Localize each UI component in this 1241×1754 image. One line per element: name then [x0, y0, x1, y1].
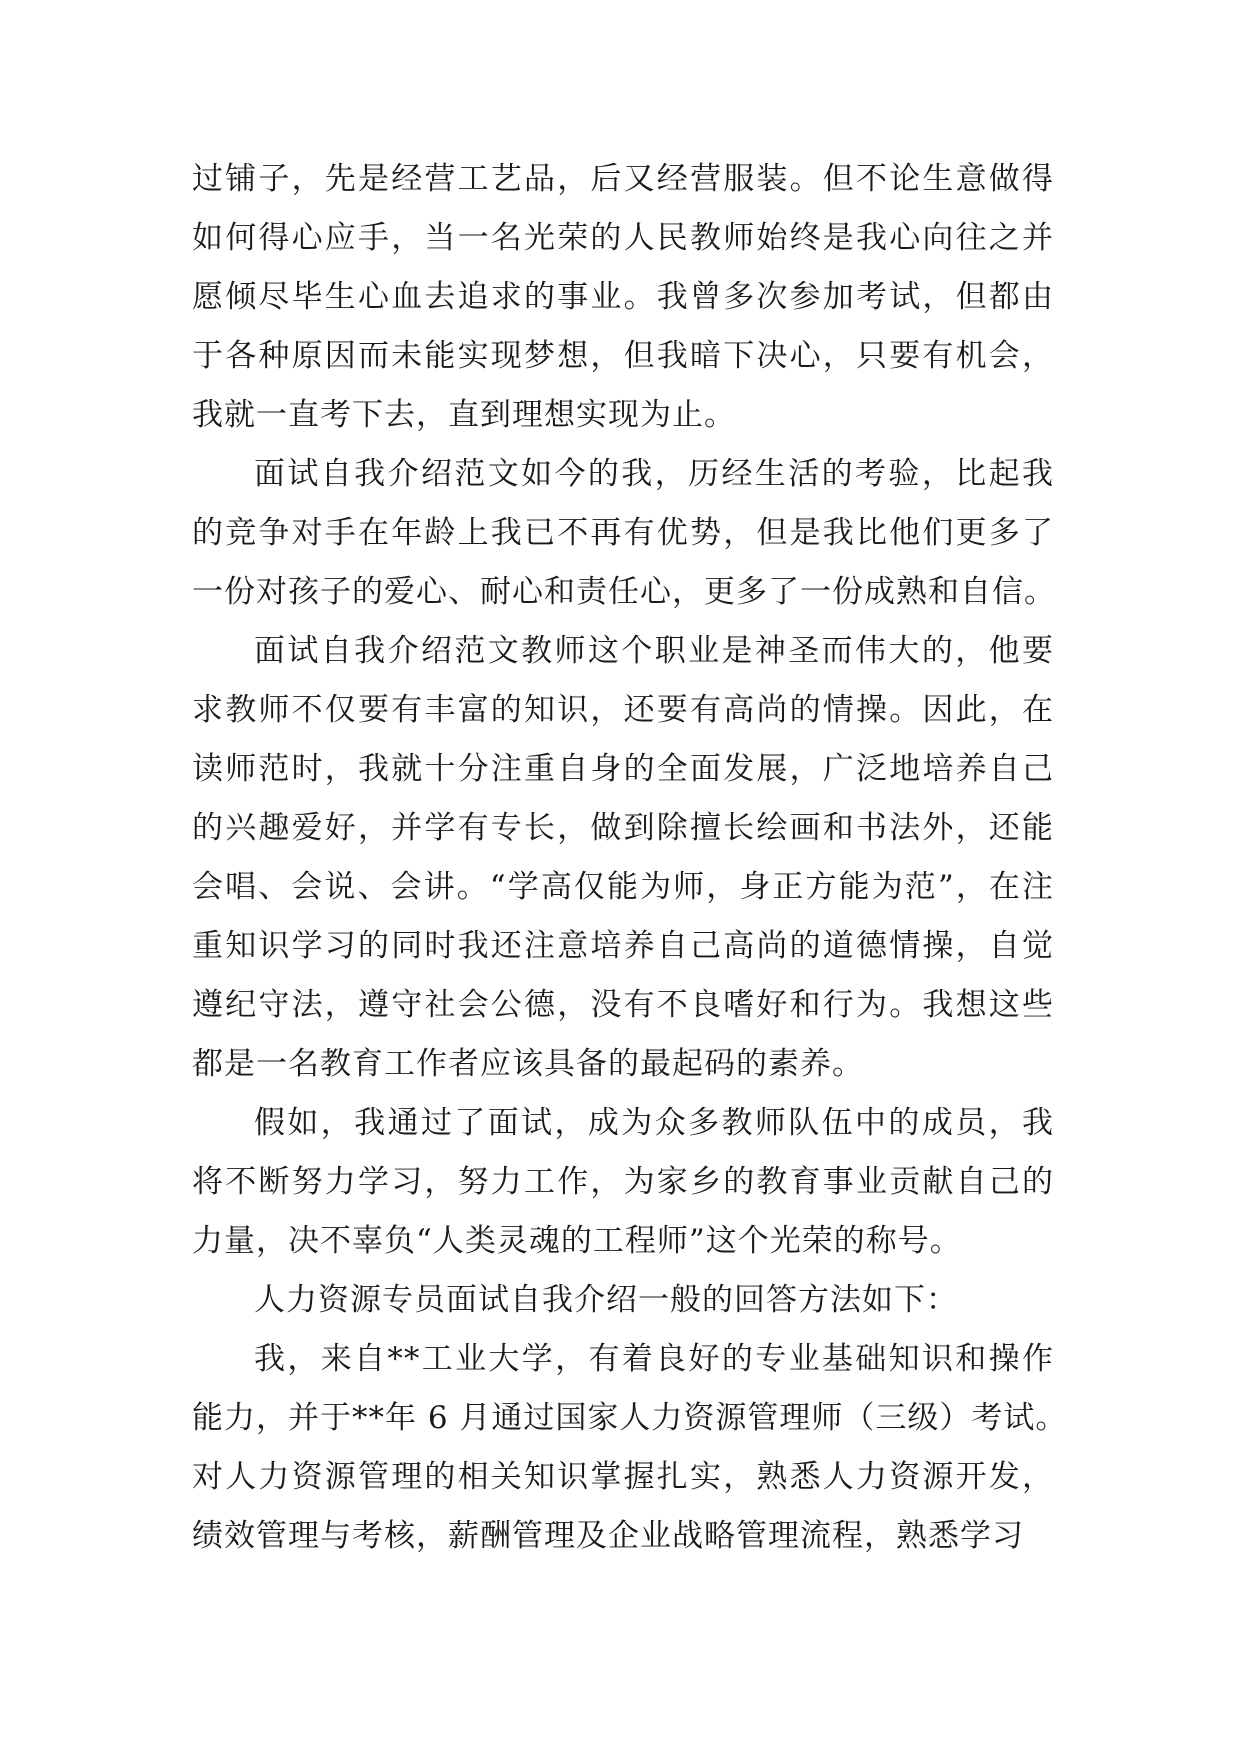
paragraph-first-line: 面试自我介绍范文教师这个职业是神圣而伟大的，他要 [254, 633, 1054, 669]
paragraph-first-line: 面试自我介绍范文如今的我，历经生活的考验，比起我 [254, 456, 1054, 492]
text-line: 愿倾尽毕生心血去追求的事业。我曾多次参加考试，但都由 [192, 279, 1054, 315]
text-line: 绩效管理与考核，薪酬管理及企业战略管理流程，熟悉学习 [192, 1518, 1024, 1554]
text-line: 一份对孩子的爱心、耐心和责任心，更多了一份成熟和自信。 [192, 574, 1056, 610]
body-text [192, 150, 1068, 1566]
text-line: 过铺子，先是经营工艺品，后又经营服装。但不论生意做得 [192, 161, 1054, 197]
text-line: 会唱、会说、会讲。“学高仅能为师，身正方能为范”，在注 [192, 869, 1054, 905]
text-line: 的竞争对手在年龄上我已不再有优势，但是我比他们更多了 [192, 515, 1054, 551]
text-line: 求教师不仅要有丰富的知识，还要有高尚的情操。因此，在 [192, 692, 1054, 728]
text-line: 遵纪守法，遵守社会公德，没有不良嗜好和行为。我想这些 [192, 987, 1054, 1023]
text-line: 对人力资源管理的相关知识掌握扎实，熟悉人力资源开发， [192, 1459, 1054, 1495]
text-line: 重知识学习的同时我还注意培养自己高尚的道德情操，自觉 [192, 928, 1054, 964]
text-line: 力量，决不辜负“人类灵魂的工程师”这个光荣的称号。 [192, 1223, 962, 1259]
text-line: 读师范时，我就十分注重自身的全面发展，广泛地培养自己 [192, 751, 1054, 787]
paragraph-first-line: 假如，我通过了面试，成为众多教师队伍中的成员，我 [254, 1105, 1054, 1141]
text-line: 的兴趣爱好，并学有专长，做到除擅长绘画和书法外，还能 [192, 810, 1054, 846]
text-line: 于各种原因而未能实现梦想，但我暗下决心，只要有机会， [192, 338, 1054, 374]
text-line: 我就一直考下去，直到理想实现为止。 [192, 397, 736, 433]
text-line: 将不断努力学习，努力工作，为家乡的教育事业贡献自己的 [192, 1164, 1054, 1200]
text-line: 能力，并于**年 6 月通过国家人力资源管理师（三级）考试。 [192, 1400, 1068, 1436]
text-line: 如何得心应手，当一名光荣的人民教师始终是我心向往之并 [192, 220, 1054, 256]
paragraph-first-line: 我，来自**工业大学，有着良好的专业基础知识和操作 [254, 1341, 1054, 1377]
text-line: 都是一名教育工作者应该具备的最起码的素养。 [192, 1046, 864, 1082]
paragraph-first-line: 人力资源专员面试自我介绍一般的回答方法如下： [254, 1282, 958, 1318]
